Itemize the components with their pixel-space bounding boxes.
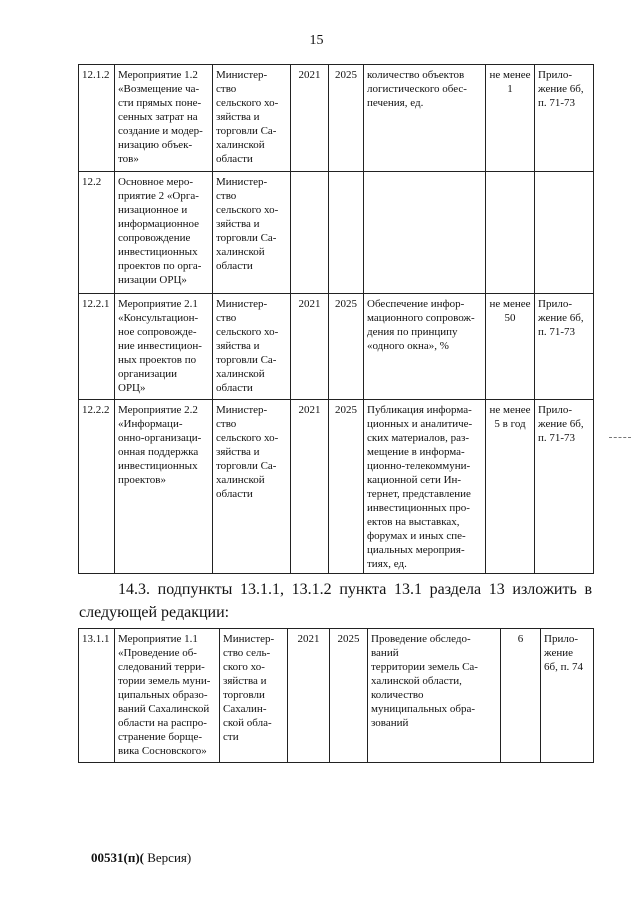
event-name-line: «Информаци- (118, 418, 183, 430)
table-row (79, 294, 594, 400)
appendix-ref-line: Прило- (538, 404, 572, 416)
event-name-line: приятие 2 «Орга- (118, 190, 199, 202)
event-name-line: ние инвестицион- (118, 340, 202, 352)
appendix-ref-line: жение (544, 647, 573, 659)
indicator-line: циальных мероприя- (367, 544, 465, 556)
executor-line: сельского хо- (216, 432, 279, 444)
event-name-line: ное сопровожде- (118, 326, 197, 338)
start-year-cell: 2021 (288, 629, 330, 763)
executor-line: торговли Са- (216, 232, 277, 244)
event-name-line: ОРЦ» (118, 382, 146, 394)
executor-line: зяйства и (216, 446, 260, 458)
target-value-line: 6 (517, 633, 524, 645)
target-value-line: 50 (504, 312, 516, 324)
event-name-line: Мероприятие 2.1 (118, 298, 198, 310)
indicator-line: ционных и аналитиче- (367, 418, 473, 430)
indicator-line: «одного окна», % (367, 340, 449, 352)
event-name-line: информационное (118, 218, 200, 230)
indicator-line: ских материалов, раз- (367, 432, 469, 444)
end-year-cell: 2025 (329, 294, 364, 400)
event-name-line: ципальных образо- (118, 689, 208, 701)
target-value-cell (486, 65, 535, 172)
target-value-cell (501, 629, 541, 763)
event-name-cell (115, 294, 213, 400)
footer-code: 00531(п)( (91, 850, 144, 865)
event-name-line: тов» (118, 153, 139, 165)
executor-line: ской обла- (223, 717, 272, 729)
end-year-cell: 2025 (329, 65, 364, 172)
table-row (79, 629, 594, 763)
executor-line: сельского хо- (216, 97, 279, 109)
event-name-line: Мероприятие 1.1 (118, 633, 198, 645)
executor-cell (213, 400, 291, 574)
indicator-cell (364, 65, 486, 172)
indicator-line: кационной сети Ин- (367, 474, 462, 486)
start-year-cell (291, 172, 329, 294)
executor-line: халинской (216, 474, 265, 486)
executor-line: торговли Са- (216, 125, 277, 137)
indicator-line: тиях, ед. (367, 558, 407, 570)
appendix-ref-line: Прило- (544, 633, 578, 645)
executor-line: сти (223, 731, 239, 743)
event-name-line: Мероприятие 1.2 (118, 69, 198, 81)
target-value-line: 1 (507, 83, 513, 95)
appendix-ref-line: п. 71-73 (538, 97, 576, 109)
indicator-line: инвестиционных про- (367, 502, 470, 514)
event-name-line: вика Сосновского» (118, 745, 207, 757)
row-code-cell: 13.1.1 (79, 629, 115, 763)
executor-line: торговли (223, 689, 265, 701)
event-name-line: ваний Сахалинской (118, 703, 210, 715)
event-name-line: «Консультацион- (118, 312, 199, 324)
appendix-ref-line: п. 71-73 (538, 432, 576, 444)
table-row (79, 172, 594, 294)
indicator-line: ектов на выставках, (367, 516, 460, 528)
new-edition-table (78, 628, 594, 763)
indicator-line: ционно-телекоммуни- (367, 460, 471, 472)
amendment-text-continuation: следующей редакции: (79, 604, 230, 621)
indicator-line: зований (371, 717, 409, 729)
executor-line: зяйства и (216, 218, 260, 230)
appendix-ref-cell (535, 400, 594, 574)
executor-cell (213, 294, 291, 400)
appendix-ref-line: Прило- (538, 298, 572, 310)
event-name-line: онно-организаци- (118, 432, 202, 444)
executor-line: халинской (216, 246, 265, 258)
indicator-line: логистического обес- (367, 83, 467, 95)
indicator-cell (368, 629, 501, 763)
target-value-line: не менее (489, 69, 531, 81)
event-name-line: сенных затрат на (118, 111, 198, 123)
executor-line: халинской (216, 368, 265, 380)
executor-line: торговли Са- (216, 460, 277, 472)
table-row (79, 65, 594, 172)
indicator-line: муниципальных обра- (371, 703, 476, 715)
executor-line: торговли Са- (216, 354, 277, 366)
footer-version: Версия) (143, 850, 192, 865)
end-year-cell: 2025 (329, 400, 364, 574)
event-name-cell (115, 172, 213, 294)
event-name-cell (115, 400, 213, 574)
executor-line: ство (216, 83, 237, 95)
page-number: 15 (309, 33, 324, 48)
appendix-ref-line: жение 6б, (538, 418, 584, 430)
event-name-line: создание и модер- (118, 125, 203, 137)
executor-line: сельского хо- (216, 326, 279, 338)
document-footer (91, 850, 191, 866)
indicator-line: количество объектов (367, 69, 465, 81)
executor-line: Министер- (216, 404, 268, 416)
executor-line: области (216, 382, 253, 394)
indicator-line: Обеспечение инфор- (367, 298, 465, 310)
event-name-line: следований терри- (118, 661, 205, 673)
executor-line: Министер- (216, 176, 268, 188)
indicator-line: Публикация информа- (367, 404, 472, 416)
event-name-line: странение борще- (118, 731, 202, 743)
indicator-line: печения, ед. (367, 97, 424, 109)
executor-line: халинской (216, 139, 265, 151)
indicator-cell (364, 294, 486, 400)
executor-line: ство (216, 312, 237, 324)
event-name-line: ных проектов по (118, 354, 197, 366)
appendix-ref-line: 6б, п. 74 (544, 661, 583, 673)
event-name-line: тории земель муни- (118, 675, 211, 687)
row-code-cell: 12.2.1 (79, 294, 115, 400)
target-value-cell (486, 400, 535, 574)
event-name-line: проектов» (118, 474, 166, 486)
event-name-line: инвестиционных (118, 460, 198, 472)
executor-line: области (216, 260, 253, 272)
executor-line: области (216, 488, 253, 500)
row-code-cell: 12.1.2 (79, 65, 115, 172)
executor-line: Министер- (216, 298, 268, 310)
indicator-line: тернет, представление (367, 488, 471, 500)
start-year-cell: 2021 (291, 294, 329, 400)
event-name-cell (115, 629, 220, 763)
indicator-cell (364, 172, 486, 294)
appendix-ref-cell (541, 629, 594, 763)
executor-line: зяйства и (216, 111, 260, 123)
indicator-line: мационного сопровож- (367, 312, 475, 324)
event-name-line: низационное и (118, 204, 188, 216)
event-name-cell (115, 65, 213, 172)
target-value-line: 5 в год (494, 418, 526, 430)
executor-line: Сахалин- (223, 703, 267, 715)
table-row (79, 400, 594, 574)
event-name-line: низацию объек- (118, 139, 193, 151)
indicator-line: форумах и иных спе- (367, 530, 466, 542)
executor-line: ство (216, 418, 237, 430)
appendix-ref-cell (535, 65, 594, 172)
indicator-cell (364, 400, 486, 574)
end-year-cell (329, 172, 364, 294)
event-name-line: «Проведение об- (118, 647, 197, 659)
start-year-cell: 2021 (291, 65, 329, 172)
row-code-cell: 12.2 (79, 172, 115, 294)
indicator-line: количество (371, 689, 424, 701)
appendix-ref-cell (535, 172, 594, 294)
target-value-cell (486, 172, 535, 294)
event-name-line: инвестиционных (118, 246, 198, 258)
executor-line: зяйства и (223, 675, 267, 687)
executor-line: зяйства и (216, 340, 260, 352)
appendix-ref-cell (535, 294, 594, 400)
executor-line: ского хо- (223, 661, 265, 673)
event-name-line: организации (118, 368, 178, 380)
appendix-ref-line: Прило- (538, 69, 572, 81)
start-year-cell: 2021 (291, 400, 329, 574)
target-value-line: не менее (489, 404, 531, 416)
measures-table (78, 64, 594, 574)
row-code-cell: 12.2.2 (79, 400, 115, 574)
executor-line: области (216, 153, 253, 165)
event-name-line: проектов по орга- (118, 260, 202, 272)
indicator-line: мещение в информа- (367, 446, 465, 458)
event-name-line: сти прямых поне- (118, 97, 202, 109)
event-name-line: «Возмещение ча- (118, 83, 200, 95)
executor-cell (213, 65, 291, 172)
event-name-line: Основное меро- (118, 176, 194, 188)
executor-line: Министер- (223, 633, 275, 645)
event-name-line: низации ОРЦ» (118, 274, 187, 286)
target-value-line: не менее (489, 298, 531, 310)
indicator-line: халинской области, (371, 675, 462, 687)
margin-mark (609, 437, 631, 438)
executor-line: Министер- (216, 69, 268, 81)
indicator-line: дения по принципу (367, 326, 458, 338)
indicator-line: Проведение обследо- (371, 633, 471, 645)
appendix-ref-line: п. 71-73 (538, 326, 576, 338)
event-name-line: Мероприятие 2.2 (118, 404, 198, 416)
event-name-line: онная поддержка (118, 446, 199, 458)
executor-line: ство сель- (223, 647, 271, 659)
end-year-cell: 2025 (330, 629, 368, 763)
indicator-line: территории земель Са- (371, 661, 478, 673)
amendment-text: 14.3. подпункты 13.1.1, 13.1.2 пункта 13.1 раздела 13 изложить в (118, 581, 592, 598)
indicator-line: ваний (371, 647, 399, 659)
event-name-line: сопровождение (118, 232, 191, 244)
event-name-line: области на распро- (118, 717, 207, 729)
appendix-ref-line: жение 6б, (538, 312, 584, 324)
executor-line: сельского хо- (216, 204, 279, 216)
target-value-cell (486, 294, 535, 400)
appendix-ref-line: жение 6б, (538, 83, 584, 95)
executor-cell (213, 172, 291, 294)
executor-cell (220, 629, 288, 763)
executor-line: ство (216, 190, 237, 202)
